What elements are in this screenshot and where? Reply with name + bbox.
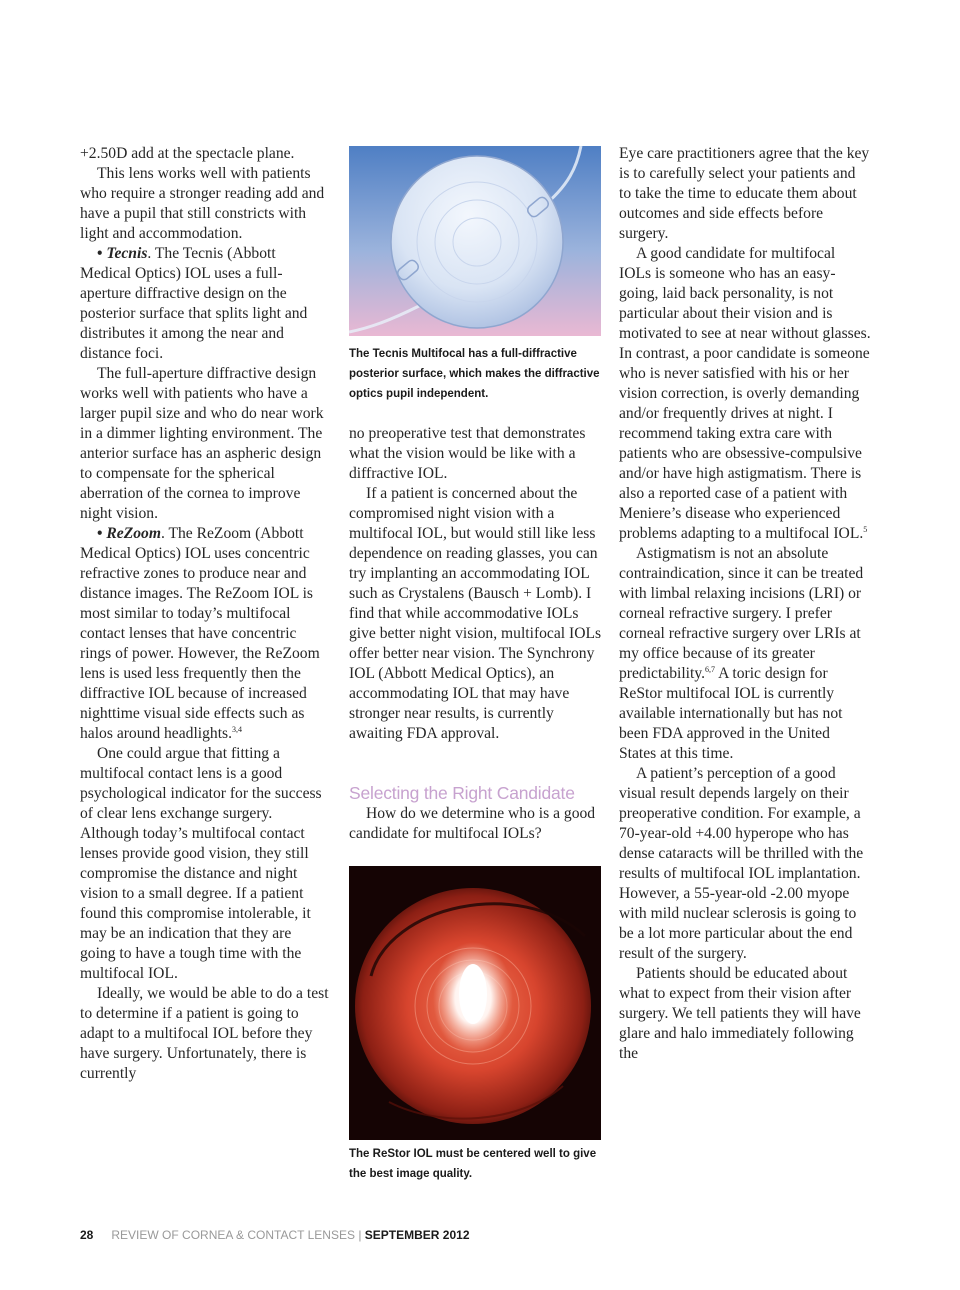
lens-name-rezoom: ReZoom: [106, 525, 161, 542]
paragraph: Patients should be educated about what to expect from their vision after surgery. We tell patients they will have glare and halo immediately following the: [619, 965, 861, 1062]
paragraph: Eye care practitioners agree that the key is to carefully select your patients and to take the time to educate them about outcomes and side effects before surgery.: [619, 145, 870, 242]
paragraph: [619, 544, 871, 764]
paragraph-text: Astigmatism is not an absolute contraindication, since it can be treated with limbal relaxing incisions (LRI) or corneal refractive surgery. I prefer corneal refractive surgery over LRIs at my office because of its greater predictability.: [619, 545, 864, 682]
reference-superscript: 5: [863, 525, 868, 534]
paragraph: One could argue that fitting a multifocal contact lens is a good psychological indicator for the success of clear lens exchange surgery. Although today’s multifocal contact lenses provide good vision, they still compromise the distance and night vision to a small degree. If a patient found this compromise intolerable, it may be an indication that they are going to have a tough time with the multifocal IOL.: [80, 745, 322, 982]
paragraph: If a patient is concerned about the compromised night vision with a multifocal IOL, but would still like less dependence on reading glasses, you can try implanting an accommodating IOL such as Crystalens (Bausch + Lomb). I find that while accommodative IOLs give better night vision, multifocal IOLs offer better near vision. The Synchrony IOL (Abbott Medical Optics), an accommodating IOL that may have stronger near results, is currently awaiting FDA approval.: [349, 485, 602, 742]
bullet: •: [97, 525, 103, 542]
footer-separator: |: [358, 1228, 362, 1242]
tecnis-bullet-paragraph: [80, 244, 330, 364]
column2-text-bottom: [349, 804, 603, 844]
tecnis-description: . The Tecnis (Abbott Medical Optics) IOL uses a full-aperture diffractive design on the posterior surface that splits light and distributes it among the near and distance foci.: [80, 245, 308, 362]
paragraph: +2.50D add at the spectacle plane.: [80, 145, 295, 162]
bullet: •: [97, 245, 103, 262]
tecnis-lens-image: [349, 146, 601, 336]
rezoom-description: . The ReZoom (Abbott Medical Optics) IOL uses concentric refractive zones to produce near and distance images. The ReZoom IOL is most similar to today’s multifocal contact lenses that have concentric rings of power. However, the ReZoom lens is used less frequently then the diffractive IOL because of increased nighttime visual side effects such as halos around headlights.: [80, 525, 320, 742]
issue-date: SEPTEMBER 2012: [364, 1228, 470, 1242]
restor-lens-image: [349, 866, 601, 1140]
figure-caption-tecnis: The Tecnis Multifocal has a full-diffractive posterior surface, which makes the diffractive optics pupil independent.: [349, 348, 600, 400]
paragraph-text: A toric design for ReStor multifocal IOL is currently available internationally but has not been FDA approved in the United States at this time.: [619, 665, 843, 762]
article-column-1: [80, 144, 330, 1084]
column2-text-top: [349, 424, 603, 744]
page-number: 28: [80, 1228, 94, 1242]
lens-name-tecnis: Tecnis: [106, 245, 148, 262]
reference-superscript: 3,4: [232, 725, 243, 734]
figure-caption-restor: The ReStor IOL must be centered well to give the best image quality.: [349, 1148, 597, 1180]
rezoom-bullet-paragraph: [80, 524, 330, 744]
reference-superscript: 6,7: [705, 665, 716, 674]
paragraph: A patient’s perception of a good visual result depends largely on their preoperative condition. For example, a 70-year-old +4.00 hyperope who has dense cataracts will be thrilled with the results of multifocal IOL implantation. However, a 55-year-old -2.00 myope with mild nuclear sclerosis is going to be a lot more particular about the end result of the surgery.: [619, 765, 864, 962]
article-column-3: [619, 144, 871, 1064]
paragraph-text: A good candidate for multifocal IOLs is someone who has an easy-going, laid back personality, is not particular about their vision and is motivated to see at near without glasses. In contrast, a poor candidate is someone who is never satisfied with his or her vision correction, is overly demanding and/or frequently drives at night. I recommend taking extra care with patients who are obsessive-compulsive and/or have high astigmatism. There is also a reported case of a patient with Meniere’s disease who experienced problems adapting to a multifocal IOL.: [619, 245, 871, 542]
paragraph: This lens works well with patients who require a stronger reading add and have a pupil that still constricts with light and accommodation.: [80, 165, 325, 242]
page-footer: [80, 1228, 470, 1242]
paragraph: Ideally, we would be able to do a test to determine if a patient is going to adapt to a multifocal IOL before they have surgery. Unfortunately, there is currently: [80, 985, 329, 1082]
paragraph: [619, 244, 871, 544]
publication-name: REVIEW OF CORNEA & CONTACT LENSES: [111, 1228, 355, 1242]
paragraph: no preoperative test that demonstrates what the vision would be like with a diffractive IOL.: [349, 425, 586, 482]
section-heading: Selecting the Right Candidate: [349, 783, 575, 803]
restor-lens-photo: [349, 866, 601, 1140]
tecnis-lens-photo: [349, 146, 601, 336]
paragraph: How do we determine who is a good candidate for multifocal IOLs?: [349, 805, 596, 842]
paragraph: The full-aperture diffractive design works well with patients who have a larger pupil size and who do near work in a dimmer lighting environment. The anterior surface has an aspheric design to compensate for the spherical aberration of the cornea to improve night vision.: [80, 365, 324, 522]
